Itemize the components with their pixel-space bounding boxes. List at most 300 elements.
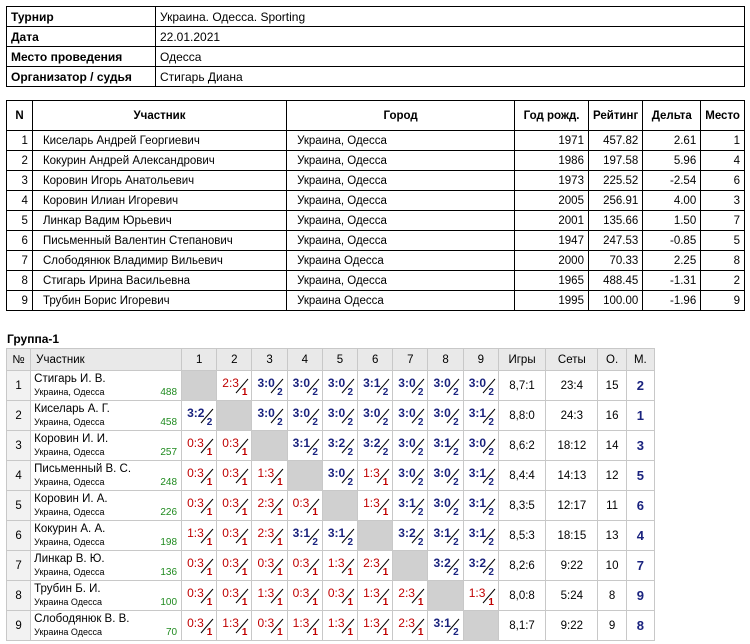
match-result-cell[interactable] (217, 491, 252, 521)
self-match-cell (463, 611, 498, 641)
info-row (7, 27, 745, 47)
match-result-cell[interactable] (217, 371, 252, 401)
match-result-cell[interactable] (463, 371, 498, 401)
match-points: 1 (347, 627, 354, 638)
match-points: 1 (417, 597, 424, 608)
match-points: 1 (312, 507, 318, 518)
match-result-cell[interactable] (217, 461, 252, 491)
match-score: 3:2 (433, 556, 451, 570)
group-games: 8,2:6 (498, 551, 545, 581)
group-title: Группа-1 (7, 332, 60, 346)
match-result-cell[interactable] (182, 581, 217, 611)
match-result-cell[interactable] (182, 401, 217, 431)
match-score: 0:3 (222, 436, 239, 450)
match-score: 3:1 (292, 436, 311, 450)
match-points: 1 (382, 627, 389, 638)
group-points: 11 (598, 491, 626, 521)
match-result-cell[interactable] (287, 491, 322, 521)
player-rating: 226 (160, 507, 178, 518)
participant-cell: 488.45 (588, 271, 642, 291)
match-result-cell[interactable] (252, 491, 287, 521)
match-score: 1:3 (363, 466, 380, 480)
match-points: 2 (312, 537, 318, 548)
match-score: 0:3 (222, 496, 239, 510)
participant-cell: Украина, Одесса (287, 271, 515, 291)
group-row-number: 1 (7, 371, 31, 401)
self-match-cell (182, 371, 217, 401)
match-score: 1:3 (257, 466, 275, 480)
participant-cell: Трубин Борис Игоревич (32, 291, 286, 311)
match-result-cell[interactable] (182, 521, 217, 551)
match-score: 3:0 (398, 466, 416, 480)
group-header: Сеты (546, 349, 598, 371)
group-sets: 9:22 (546, 611, 598, 641)
match-result-cell[interactable] (358, 491, 393, 521)
group-player-cell (31, 431, 182, 461)
match-result-cell[interactable] (393, 521, 428, 551)
group-row (7, 581, 655, 611)
match-points: 1 (417, 627, 424, 638)
info-row (7, 7, 745, 27)
info-row (7, 47, 745, 67)
player-rating: 257 (160, 447, 178, 458)
match-result-cell[interactable] (358, 371, 393, 401)
group-header: № (7, 349, 31, 371)
match-score: 3:0 (468, 436, 487, 450)
match-result-cell[interactable] (287, 581, 322, 611)
match-points: 1 (277, 537, 283, 548)
group-row (7, 491, 655, 521)
group-place (626, 491, 654, 521)
match-points: 2 (488, 417, 494, 428)
group-row (7, 371, 655, 401)
match-score: 3:1 (363, 376, 381, 390)
match-result-cell[interactable] (287, 521, 322, 551)
group-row-number: 7 (7, 551, 31, 581)
match-score: 0:3 (187, 616, 204, 630)
match-result-cell[interactable] (463, 431, 498, 461)
match-points: 2 (453, 507, 459, 518)
match-score: 0:3 (187, 436, 204, 450)
group-place-value: 5 (636, 468, 644, 483)
match-result-cell[interactable] (322, 611, 357, 641)
match-points: 2 (488, 537, 494, 548)
match-score: 3:0 (257, 376, 275, 390)
match-points: 1 (312, 567, 318, 578)
participants-header: Дельта (643, 101, 701, 131)
match-result-cell[interactable] (287, 371, 322, 401)
participants-header: Участник (32, 101, 286, 131)
match-result-cell[interactable] (463, 521, 498, 551)
match-points: 1 (241, 447, 248, 458)
match-result-cell[interactable] (252, 581, 287, 611)
match-points: 2 (347, 537, 354, 548)
group-player-cell (31, 551, 182, 581)
match-score: 3:1 (468, 406, 487, 420)
participant-cell: -1.31 (643, 271, 701, 291)
group-place (626, 371, 654, 401)
player-city: Украина, Одесса (34, 537, 105, 547)
tournament-info-table (6, 6, 745, 87)
participant-cell: 9 (7, 291, 33, 311)
participant-cell: 6 (701, 171, 745, 191)
player-name: Письменный В. С. (34, 463, 132, 475)
player-city: Украина Одесса (34, 597, 102, 607)
participant-cell: Украина, Одесса (287, 211, 515, 231)
participant-cell: 1971 (515, 131, 589, 151)
match-points: 2 (347, 417, 354, 428)
match-score: 3:2 (187, 406, 205, 420)
match-score: 2:3 (398, 586, 415, 600)
participant-cell: Украина, Одесса (287, 231, 515, 251)
participant-cell: 457.82 (588, 131, 642, 151)
match-result-cell[interactable] (393, 581, 428, 611)
group-row-number: 3 (7, 431, 31, 461)
participant-cell: Коровин Илиан Игоревич (32, 191, 286, 211)
participant-cell: 70.33 (588, 251, 642, 271)
group-header: 5 (322, 349, 357, 371)
match-result-cell[interactable] (428, 521, 463, 551)
group-player-cell (31, 581, 182, 611)
match-result-cell[interactable] (428, 611, 463, 641)
match-result-cell[interactable] (322, 401, 357, 431)
match-score: 1:3 (222, 616, 239, 630)
group-header: 8 (428, 349, 463, 371)
group-points: 9 (598, 611, 626, 641)
match-points: 2 (312, 387, 318, 398)
match-result-cell[interactable] (463, 551, 498, 581)
match-result-cell[interactable] (428, 401, 463, 431)
player-rating: 488 (160, 387, 178, 398)
player-name: Слободянюк В. В. (34, 613, 130, 625)
match-points: 1 (277, 627, 283, 638)
match-result-cell[interactable] (287, 401, 322, 431)
match-score: 3:0 (292, 406, 311, 420)
player-rating: 458 (160, 417, 178, 428)
info-value: Стигарь Диана (156, 67, 745, 87)
match-result-cell[interactable] (428, 431, 463, 461)
match-points: 2 (206, 417, 213, 428)
match-score: 3:2 (398, 526, 416, 540)
match-result-cell[interactable] (252, 461, 287, 491)
player-rating: 136 (160, 567, 178, 578)
group-place-value: 6 (636, 498, 644, 513)
match-result-cell[interactable] (358, 581, 393, 611)
participant-cell: Коровин Игорь Анатольевич (32, 171, 286, 191)
match-score: 1:3 (468, 586, 486, 600)
participant-cell: Украина, Одесса (287, 131, 515, 151)
match-result-cell[interactable] (287, 431, 322, 461)
participant-cell: Линкар Вадим Юрьевич (32, 211, 286, 231)
match-points: 2 (417, 387, 424, 398)
match-points: 1 (382, 567, 389, 578)
match-result-cell[interactable] (322, 581, 357, 611)
match-result-cell[interactable] (393, 431, 428, 461)
match-result-cell[interactable] (428, 371, 463, 401)
group-row-number: 2 (7, 401, 31, 431)
match-result-cell[interactable] (322, 431, 357, 461)
match-result-cell[interactable] (428, 551, 463, 581)
match-result-cell[interactable] (252, 551, 287, 581)
match-points: 2 (277, 417, 283, 428)
match-score: 0:3 (187, 556, 204, 570)
participant-cell: Киселарь Андрей Георгиевич (32, 131, 286, 151)
group-sets: 24:3 (546, 401, 598, 431)
match-result-cell[interactable] (217, 581, 252, 611)
group-games: 8,3:5 (498, 491, 545, 521)
participant-cell: Письменный Валентин Степанович (32, 231, 286, 251)
match-score: 3:0 (327, 466, 346, 480)
participant-row (7, 251, 745, 271)
match-result-cell[interactable] (463, 581, 498, 611)
group-place-value: 9 (636, 588, 644, 603)
match-points: 2 (453, 387, 459, 398)
participants-table (6, 100, 745, 311)
match-score: 2:3 (398, 616, 415, 630)
group-player-cell (31, 611, 182, 641)
match-result-cell[interactable] (358, 461, 393, 491)
match-score: 3:0 (327, 406, 346, 420)
participants-header: Год рожд. (515, 101, 589, 131)
match-result-cell[interactable] (287, 611, 322, 641)
match-score: 0:3 (222, 586, 239, 600)
match-points: 2 (453, 417, 459, 428)
match-result-cell[interactable] (182, 491, 217, 521)
info-label: Организатор / судья (7, 67, 156, 87)
match-points: 1 (382, 477, 389, 488)
participant-row (7, 171, 745, 191)
participant-row (7, 151, 745, 171)
match-result-cell[interactable] (428, 461, 463, 491)
group-points: 14 (598, 431, 626, 461)
group-place (626, 551, 654, 581)
match-result-cell[interactable] (217, 611, 252, 641)
group-header: 3 (252, 349, 287, 371)
participant-cell: Слободянюк Владимир Вильевич (32, 251, 286, 271)
participant-cell: Украина, Одесса (287, 191, 515, 211)
match-score: 2:3 (363, 556, 380, 570)
info-label: Дата (7, 27, 156, 47)
match-result-cell[interactable] (322, 461, 357, 491)
match-points: 2 (488, 507, 494, 518)
group-place (626, 431, 654, 461)
match-score: 3:1 (468, 466, 487, 480)
match-score: 3:0 (433, 466, 451, 480)
group-header: Участник (31, 349, 182, 371)
participant-cell: 2005 (515, 191, 589, 211)
match-points: 1 (241, 567, 248, 578)
participant-row (7, 211, 745, 231)
match-points: 2 (347, 447, 354, 458)
match-result-cell[interactable] (463, 401, 498, 431)
match-result-cell[interactable] (217, 431, 252, 461)
match-result-cell[interactable] (252, 371, 287, 401)
match-score: 0:3 (187, 496, 204, 510)
match-score: 1:3 (327, 616, 345, 630)
match-score: 3:0 (468, 376, 487, 390)
match-points: 2 (417, 447, 424, 458)
match-result-cell[interactable] (393, 491, 428, 521)
player-rating: 248 (160, 477, 178, 488)
player-name: Коровин И. А. (34, 493, 108, 505)
match-points: 1 (206, 537, 213, 548)
group-games: 8,0:8 (498, 581, 545, 611)
group-place-value: 3 (636, 438, 644, 453)
group-player-cell (31, 461, 182, 491)
match-points: 2 (312, 447, 318, 458)
match-points: 1 (277, 477, 283, 488)
group-header: 9 (463, 349, 498, 371)
match-result-cell[interactable] (182, 551, 217, 581)
match-result-cell[interactable] (252, 521, 287, 551)
match-result-cell[interactable] (322, 551, 357, 581)
group-games: 8,1:7 (498, 611, 545, 641)
group-games: 8,5:3 (498, 521, 545, 551)
match-result-cell[interactable] (463, 491, 498, 521)
match-result-cell[interactable] (182, 611, 217, 641)
participants-header: N (7, 101, 33, 131)
match-points: 2 (347, 387, 354, 398)
match-result-cell[interactable] (358, 431, 393, 461)
match-result-cell[interactable] (252, 401, 287, 431)
match-score: 3:0 (398, 406, 416, 420)
match-score: 3:1 (468, 496, 487, 510)
match-result-cell[interactable] (358, 551, 393, 581)
match-points: 1 (312, 627, 318, 638)
group-row-number: 8 (7, 581, 31, 611)
participant-cell: 1.50 (643, 211, 701, 231)
self-match-cell (358, 521, 393, 551)
match-result-cell[interactable] (217, 551, 252, 581)
info-label: Место проведения (7, 47, 156, 67)
participant-cell: 7 (7, 251, 33, 271)
match-result-cell[interactable] (428, 491, 463, 521)
match-score: 3:1 (468, 526, 487, 540)
group-points: 15 (598, 371, 626, 401)
player-name: Коровин И. И. (34, 433, 109, 445)
group-place (626, 401, 654, 431)
player-city: Украина, Одесса (34, 507, 105, 517)
participant-cell: 1973 (515, 171, 589, 191)
group-row (7, 551, 655, 581)
match-result-cell[interactable] (217, 521, 252, 551)
group-sets: 9:22 (546, 551, 598, 581)
match-score: 3:0 (292, 376, 311, 390)
participant-cell: 8 (701, 251, 745, 271)
match-score: 0:3 (222, 526, 239, 540)
participant-cell: 4 (701, 151, 745, 171)
match-points: 1 (277, 507, 283, 518)
participant-cell: 4.00 (643, 191, 701, 211)
group-player-cell (31, 491, 182, 521)
match-score: 3:0 (257, 406, 275, 420)
participant-cell: 1995 (515, 291, 589, 311)
participant-cell: 197.58 (588, 151, 642, 171)
match-result-cell[interactable] (252, 611, 287, 641)
match-result-cell[interactable] (358, 611, 393, 641)
participant-cell: 1986 (515, 151, 589, 171)
group-row (7, 461, 655, 491)
match-points: 2 (277, 387, 283, 398)
group-header: 1 (182, 349, 217, 371)
match-points: 1 (347, 597, 354, 608)
participant-cell: 135.66 (588, 211, 642, 231)
match-score: 3:1 (292, 526, 311, 540)
match-result-cell[interactable] (358, 401, 393, 431)
group-player-cell (31, 371, 182, 401)
match-points: 1 (241, 597, 248, 608)
match-points: 2 (382, 387, 389, 398)
participant-cell: Украина Одесса (287, 291, 515, 311)
match-result-cell[interactable] (393, 401, 428, 431)
participant-cell: 2.61 (643, 131, 701, 151)
participant-cell: 9 (701, 291, 745, 311)
group-row (7, 521, 655, 551)
participant-cell: 5 (7, 211, 33, 231)
participant-cell: -0.85 (643, 231, 701, 251)
participant-cell: Стигарь Ирина Васильевна (32, 271, 286, 291)
match-points: 2 (417, 537, 424, 548)
match-points: 2 (417, 507, 424, 518)
match-result-cell[interactable] (393, 611, 428, 641)
info-value: Одесса (156, 47, 745, 67)
player-city: Украина Одесса (34, 627, 102, 637)
match-result-cell[interactable] (287, 551, 322, 581)
participant-row (7, 131, 745, 151)
match-score: 1:3 (292, 616, 310, 630)
match-result-cell[interactable] (182, 461, 217, 491)
match-points: 1 (241, 507, 248, 518)
group-points: 16 (598, 401, 626, 431)
group-results-table (6, 348, 655, 641)
match-score: 3:2 (363, 436, 381, 450)
group-header: О. (598, 349, 626, 371)
participant-cell: 1947 (515, 231, 589, 251)
match-score: 0:3 (222, 466, 239, 480)
match-result-cell[interactable] (322, 521, 357, 551)
participants-header: Место (701, 101, 745, 131)
self-match-cell (252, 431, 287, 461)
group-sets: 18:12 (546, 431, 598, 461)
player-rating: 70 (165, 627, 178, 638)
match-points: 2 (453, 567, 459, 578)
match-points: 2 (488, 567, 494, 578)
match-result-cell[interactable] (322, 371, 357, 401)
match-score: 1:3 (363, 496, 380, 510)
match-points: 2 (453, 627, 459, 638)
group-points: 13 (598, 521, 626, 551)
match-result-cell[interactable] (182, 431, 217, 461)
group-header: 4 (287, 349, 322, 371)
group-place-value: 8 (636, 618, 644, 633)
participant-cell: 2000 (515, 251, 589, 271)
match-points: 1 (206, 447, 213, 458)
group-place-value: 7 (636, 558, 644, 573)
match-points: 1 (312, 597, 318, 608)
player-rating: 100 (160, 597, 178, 608)
match-points: 1 (241, 387, 248, 398)
match-points: 1 (241, 627, 248, 638)
participant-cell: -2.54 (643, 171, 701, 191)
group-sets: 23:4 (546, 371, 598, 401)
match-points: 1 (241, 477, 248, 488)
match-result-cell[interactable] (463, 461, 498, 491)
match-points: 2 (453, 447, 459, 458)
match-result-cell[interactable] (393, 371, 428, 401)
match-result-cell[interactable] (393, 461, 428, 491)
group-header: Игры (498, 349, 545, 371)
match-score: 1:3 (257, 586, 275, 600)
